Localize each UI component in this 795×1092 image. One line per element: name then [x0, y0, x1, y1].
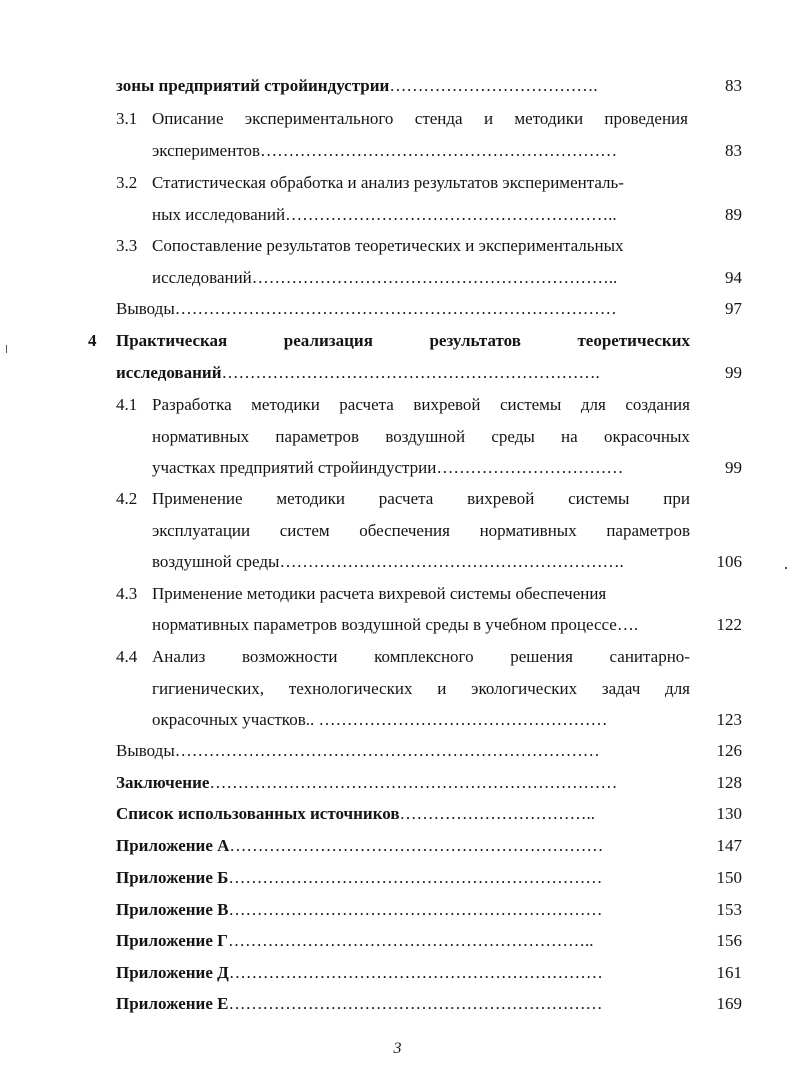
toc-page-number: 169	[716, 994, 742, 1013]
toc-entry-text: Приложение Д…………………………………………………………	[116, 963, 603, 982]
scan-mark	[6, 345, 7, 353]
toc-page-number: 128	[716, 773, 742, 792]
toc-chapter-title: исследований………………………………………………………….	[116, 363, 600, 382]
toc-entry-text: исследований………………………………………………………..	[152, 268, 618, 287]
toc-entry-text: нормативных параметров воздушной среды в учебном процессе….	[152, 615, 639, 634]
toc-entry-text: экспериментов………………………………………………………	[152, 141, 618, 160]
toc-entry-text: Выводы……………………………………………………………………	[116, 299, 617, 318]
toc-page-number: 97	[725, 299, 742, 318]
toc-entry-text: Сопоставление результатов теоретических и экспериментальных	[152, 236, 624, 255]
toc-page-number: 99	[725, 458, 742, 477]
toc-entry-text: Выводы…………………………………………………………………	[116, 741, 600, 760]
toc-entry-text: Приложение Б…………………………………………………………	[116, 868, 603, 887]
toc-page-number: 150	[716, 868, 742, 887]
toc-page-number: 147	[716, 836, 742, 855]
toc-entry-text: Приложение Г………………………………………………………..	[116, 931, 594, 950]
toc-page-number: 156	[716, 931, 742, 950]
toc-entry-text: Статистическая обработка и анализ результатов эксперименталь-	[152, 173, 624, 192]
toc-entry-text: Приложение Е…………………………………………………………	[116, 994, 603, 1013]
toc-entry-text: гигиенических, технологических и экологических задач для	[152, 679, 690, 698]
toc-entry-text: Анализ возможности комплексного решения санитарно-	[152, 647, 690, 666]
toc-entry-text: Приложение В…………………………………………………………	[116, 900, 603, 919]
scan-mark	[785, 567, 787, 569]
toc-page-number: 83	[725, 76, 742, 95]
toc-page-number: 130	[716, 804, 742, 823]
toc-page-number: 106	[716, 552, 742, 571]
page-number: 3	[393, 1040, 402, 1057]
toc-entry-text: Заключение………………………………………………………………	[116, 773, 618, 792]
toc-section-number: 4.1	[116, 395, 138, 414]
toc-entry-text: зоны предприятий стройиндустрии……………………………….	[116, 76, 598, 95]
toc-entry-text: воздушной среды…………………………………………………….	[152, 552, 624, 571]
toc-entry-text: ных исследований…………………………………………………..	[152, 205, 617, 224]
toc-page-number: 99	[725, 363, 742, 382]
toc-entry-text: окрасочных участков.. ……………………………………………	[152, 710, 608, 729]
toc-page-number: 123	[716, 710, 742, 729]
toc-page-number: 94	[725, 268, 742, 287]
toc-entry-text: эксплуатации систем обеспечения нормативных параметров	[152, 521, 690, 540]
toc-entry-text: Применение методики расчета вихревой системы обеспечения	[152, 584, 607, 603]
toc-entry-text: участках предприятий стройиндустрии……………………………	[152, 458, 624, 477]
toc-page-number: 126	[716, 741, 742, 760]
toc-page-number: 153	[716, 900, 742, 919]
toc-section-number: 3.2	[116, 173, 138, 192]
toc-section-number: 4.4	[116, 647, 138, 666]
toc-entry-text: нормативных параметров воздушной среды на окрасочных	[152, 427, 690, 446]
toc-section-number: 4.3	[116, 584, 138, 603]
toc-page-number: 161	[716, 963, 742, 982]
toc-chapter-title: Практическая реализация результатов теоретических	[116, 331, 690, 350]
toc-page-number: 122	[716, 615, 742, 634]
toc-entry-text: Приложение А…………………………………………………………	[116, 836, 604, 855]
toc-section-number: 4.2	[116, 489, 138, 508]
toc-section-number: 3.1	[116, 109, 138, 128]
toc-entry-text: Применение методики расчета вихревой системы при	[152, 489, 690, 508]
toc-section-number: 3.3	[116, 236, 138, 255]
toc-entry-text: Разработка методики расчета вихревой системы для создания	[152, 395, 690, 414]
toc-page-number: 83	[725, 141, 742, 160]
toc-page-number: 89	[725, 205, 742, 224]
toc-chapter-number: 4	[88, 331, 97, 350]
toc-entry-text: Описание экспериментального стенда и методики проведения	[152, 109, 688, 128]
toc-entry-text: Список использованных источников……………………………..	[116, 804, 596, 823]
